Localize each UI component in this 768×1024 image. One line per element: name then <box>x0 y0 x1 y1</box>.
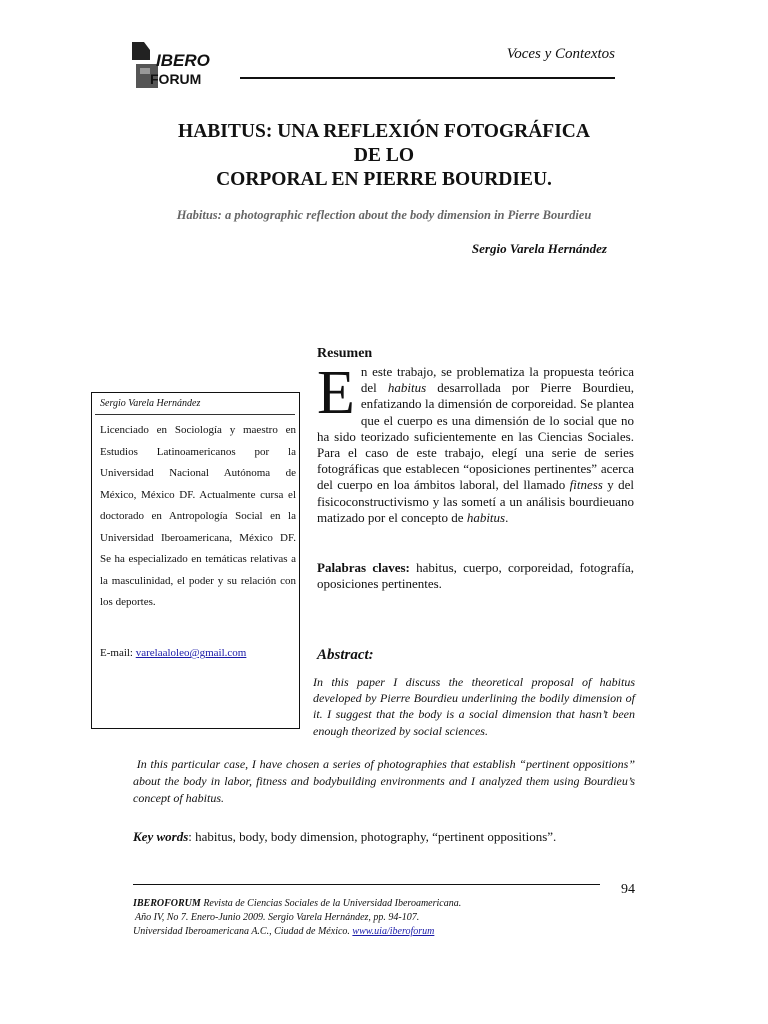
title-line-3: CORPORAL EN PIERRE BOURDIEU. <box>216 169 552 190</box>
header-divider <box>240 77 615 79</box>
resumen-heading: Resumen <box>317 346 373 361</box>
abstract-paragraph-2 <box>133 756 635 806</box>
resumen-emphasis: habitus <box>387 380 427 396</box>
key-words <box>133 829 635 845</box>
palabras-claves-label: Palabras claves: <box>317 560 410 575</box>
resumen-emphasis: fitness <box>569 477 603 493</box>
key-words-list: : habitus, body, body dimension, photography, “pertinent oppositions”. <box>188 829 557 844</box>
abstract-heading: Abstract: <box>317 647 374 663</box>
author-email <box>100 647 296 659</box>
footer-journal <box>133 897 613 910</box>
title-line-1: HABITUS: UNA REFLEXIÓN FOTOGRÁFICA <box>178 121 590 142</box>
footer-publisher <box>133 925 613 938</box>
palabras-claves-list: habitus, cuerpo, corporeidad, fotografía, oposiciones pertinentes. <box>317 560 634 592</box>
abstract-paragraph-1: In this paper I discuss the theoretical proposal of habitus developed by Pierre Bourdieu underlining the bodily dimension of it. I suggest that the body is a social dimension that hasn’t been enough theorized by social sciences. <box>313 675 635 738</box>
email-link[interactable]: varelaaloleo@gmail.com <box>135 647 247 659</box>
page-number: 94 <box>621 882 635 897</box>
article-title <box>100 120 668 192</box>
footer-journal-name: IBEROFORUM <box>133 898 201 909</box>
footer-issue: Año IV, No 7. Enero-Junio 2009. Sergio Varela Hernández, pp. 94-107. <box>135 912 420 923</box>
author-box-name: Sergio Varela Hernández <box>100 398 201 409</box>
logo-text-top: IBERO <box>156 51 210 70</box>
logo-text-bottom: FORUM <box>150 71 202 87</box>
key-words-label: Key words <box>133 829 189 844</box>
resumen-text-part: desarrollada por Pierre Bourdieu, enfatizando la dimensión de corporeidad. Se plantea que el cuerpo es una dimensión de lo social que no ha sido teorizado suficientemente en las Ciencias Sociales. Para el caso de este trabajo, elegí una serie de series fotográficas que establecen “oposiciones pertinentes” acerca del cuerpo en loa ámbitos laboral, del llamado <box>317 380 634 493</box>
footer-publisher-text: Universidad Iberoamericana A.C., Ciudad de México. <box>133 926 353 937</box>
resumen-emphasis: habitus <box>466 509 506 525</box>
resumen-text <box>317 359 634 526</box>
resumen-text-part: . <box>505 509 509 525</box>
resumen-dropcap: E <box>317 359 355 427</box>
email-label: E-mail: <box>100 647 136 659</box>
footer-divider <box>133 884 600 885</box>
resumen-text-part: y del fisicoconstructivismo y las sometí a un análisis bourdieuano matizado por el concepto de <box>317 477 634 525</box>
author-bio: Licenciado en Sociología y maestro en Estudios Latinoamericanos por la Universidad Nacional Autónoma de México, México DF. Actualmente cursa el doctorado en Antropología Social en la Universidad Iberoamericana, México DF. Se ha especializado en temáticas relativas a la masculinidad, el poder y su relación con los deportes. <box>100 424 296 608</box>
footer-url-link[interactable]: www.uia/iberoforum <box>352 926 435 937</box>
footer-journal-desc: Revista de Ciencias Sociales de la Universidad Iberoamericana. <box>200 898 462 909</box>
author-box-divider <box>95 414 295 415</box>
palabras-claves <box>317 560 634 592</box>
iberoforum-logo <box>130 40 240 90</box>
article-author: Sergio Varela Hernández <box>471 241 607 256</box>
journal-section: Voces y Contextos <box>506 46 615 62</box>
article-subtitle: Habitus: a photographic reflection about the body dimension in Pierre Bourdieu <box>176 208 592 222</box>
resumen-text-part: n este trabajo, se problematiza la propuesta teórica del <box>360 364 634 396</box>
title-line-2: DE LO <box>353 145 415 166</box>
abstract-paragraph-2-text: In this particular case, I have chosen a series of photographies that establish “pertinent oppositions” about the body in labor, fitness and bodybuilding environments and I analyzed them using Bourdieu’s concept of habitus. <box>133 757 636 805</box>
